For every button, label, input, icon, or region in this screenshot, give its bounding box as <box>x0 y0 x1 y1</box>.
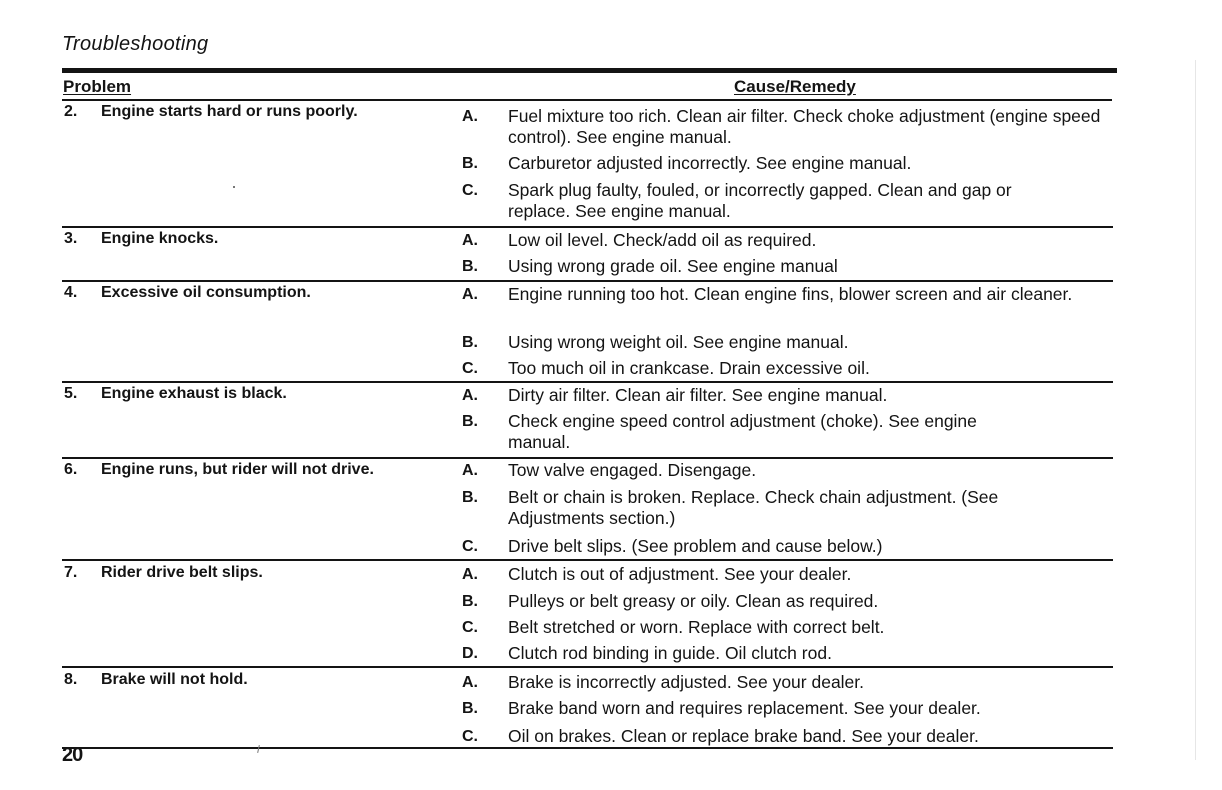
cause-remedy-text: Belt stretched or worn. Replace with correct belt. <box>508 617 885 637</box>
cause-remedy-text: Drive belt slips. (See problem and cause below.) <box>508 536 883 556</box>
row-divider <box>62 381 1113 383</box>
cause-remedy-text: Carburetor adjusted incorrectly. See engine manual. <box>508 153 912 173</box>
cause-letter: A. <box>462 387 478 404</box>
cause-letter: B. <box>462 258 478 275</box>
cause-letter: A. <box>462 674 478 691</box>
cause-remedy-text: Using wrong grade oil. See engine manual <box>508 256 838 276</box>
problem-number: 8. <box>64 671 78 688</box>
scan-speck <box>257 745 260 753</box>
scan-edge-line <box>1195 60 1196 760</box>
cause-remedy-text: Check engine speed control adjustment (choke). See engine manual. <box>508 411 977 452</box>
cause-letter: B. <box>462 489 478 506</box>
cause-remedy-text: Dirty air filter. Clean air filter. See engine manual. <box>508 385 888 405</box>
cause-letter: B. <box>462 334 478 351</box>
problem-text: Engine runs, but rider will not drive. <box>101 461 374 478</box>
section-title: Troubleshooting <box>62 33 209 55</box>
cause-remedy-text: Brake band worn and requires replacement. See your dealer. <box>508 698 981 718</box>
problem-number: 7. <box>64 564 78 581</box>
cause-letter: C. <box>462 619 478 636</box>
cause-remedy-text: Brake is incorrectly adjusted. See your dealer. <box>508 672 865 692</box>
cause-remedy-text: Belt or chain is broken. Replace. Check chain adjustment. (See Adjustments section.) <box>508 487 999 528</box>
row-divider <box>62 666 1113 668</box>
problem-text: Excessive oil consumption. <box>101 284 311 301</box>
cause-remedy-text: Spark plug faulty, fouled, or incorrectly gapped. Clean and gap or replace. See engine manual. <box>508 180 1012 221</box>
page-number: 20 <box>62 744 83 766</box>
cause-remedy-text: Engine running too hot. Clean engine fins, blower screen and air cleaner. <box>508 284 1073 304</box>
cause-remedy-text: Tow valve engaged. Disengage. <box>508 460 757 480</box>
cause-letter: A. <box>462 108 478 125</box>
problem-text: Rider drive belt slips. <box>101 564 263 581</box>
problem-text: Engine exhaust is black. <box>101 385 287 402</box>
cause-letter: C. <box>462 182 478 199</box>
cause-remedy-text: Pulleys or belt greasy or oily. Clean as required. <box>508 591 879 611</box>
cause-letter: A. <box>462 232 478 249</box>
problem-number: 3. <box>64 230 78 247</box>
scan-speck <box>233 186 235 188</box>
cause-remedy-text: Oil on brakes. Clean or replace brake band. See your dealer. <box>508 726 979 746</box>
problem-number: 6. <box>64 461 78 478</box>
cause-letter: C. <box>462 538 478 555</box>
cause-letter: A. <box>462 566 478 583</box>
cause-letter: A. <box>462 286 478 303</box>
cause-letter: D. <box>462 645 478 662</box>
problem-number: 2. <box>64 103 78 120</box>
column-header-cause-remedy: Cause/Remedy <box>734 77 856 96</box>
problem-text: Engine starts hard or runs poorly. <box>101 103 358 120</box>
header-rule <box>62 99 1112 101</box>
top-rule <box>62 68 1117 73</box>
cause-letter: C. <box>462 360 478 377</box>
cause-letter: A. <box>462 462 478 479</box>
row-divider <box>62 280 1113 282</box>
cause-remedy-text: Too much oil in crankcase. Drain excessive oil. <box>508 358 870 378</box>
cause-letter: B. <box>462 413 478 430</box>
cause-remedy-text: Clutch rod binding in guide. Oil clutch rod. <box>508 643 832 663</box>
cause-remedy-text: Using wrong weight oil. See engine manual. <box>508 332 849 352</box>
problem-number: 4. <box>64 284 78 301</box>
problem-text: Brake will not hold. <box>101 671 248 688</box>
cause-remedy-text: Clutch is out of adjustment. See your dealer. <box>508 564 852 584</box>
row-divider <box>62 226 1113 228</box>
cause-letter: B. <box>462 593 478 610</box>
row-divider <box>62 457 1113 459</box>
cause-remedy-text: Low oil level. Check/add oil as required. <box>508 230 817 250</box>
cause-letter: C. <box>462 728 478 745</box>
problem-text: Engine knocks. <box>101 230 219 247</box>
row-divider <box>62 747 1113 749</box>
column-header-problem: Problem <box>63 77 132 96</box>
cause-letter: B. <box>462 155 478 172</box>
cause-remedy-text: Fuel mixture too rich. Clean air filter. Check choke adjustment (engine speed control). See engine manual. <box>508 106 1101 147</box>
row-divider <box>62 559 1113 561</box>
cause-letter: B. <box>462 700 478 717</box>
problem-number: 5. <box>64 385 78 402</box>
